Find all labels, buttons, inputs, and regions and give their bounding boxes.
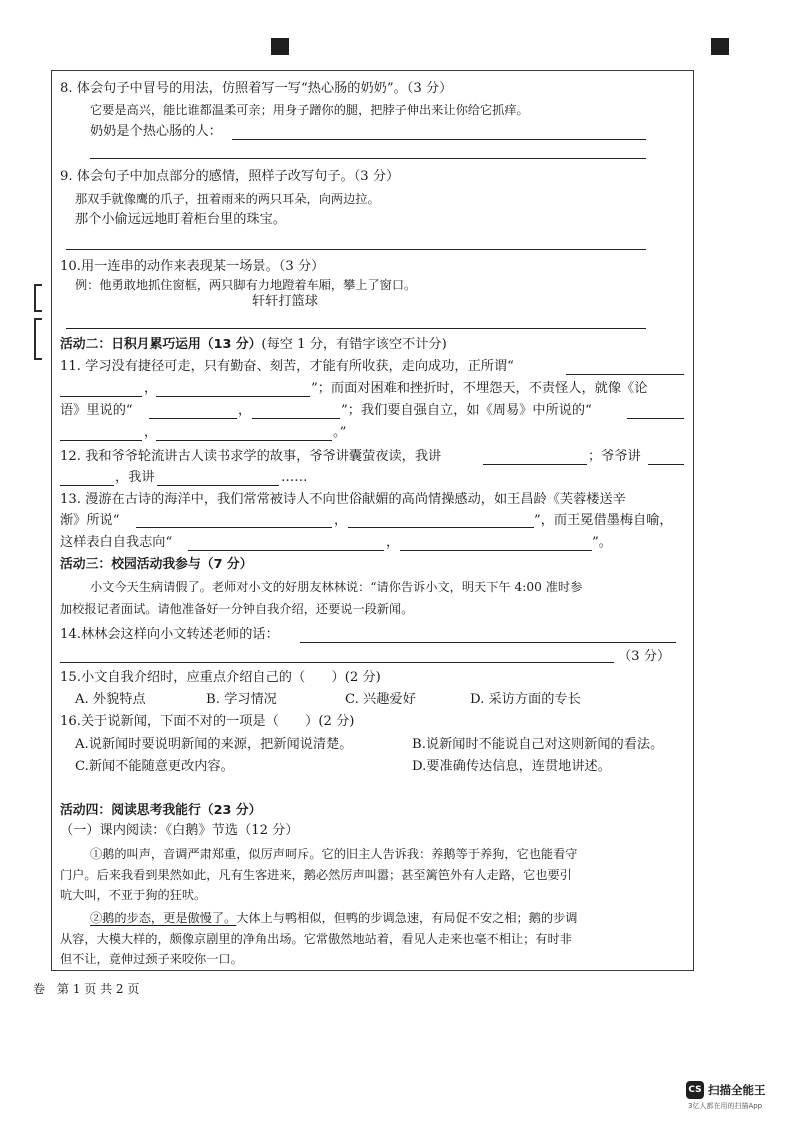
q12-line1: 12. 我和爷爷轮流讲古人读书求学的故事，爷爷讲囊萤夜读，我讲 <box>60 449 442 464</box>
passage-p2-line1 <box>90 909 578 927</box>
passage-p1-line1: ①鹅的叫声，音调严肃郑重，似厉声呵斥。它的旧主人告诉我：养鹅等于养狗，它也能看守 <box>90 847 578 861</box>
q11-line1: 11. 学习没有捷径可走，只有勤奋、刻苦，才能有所收获，走向成功，正所谓“ <box>60 359 514 374</box>
q16-prompt: 16.关于说新闻，下面不对的一项是（ ）(2 分) <box>60 714 355 729</box>
q15-option-c[interactable]: C. 兴趣爱好 <box>345 692 416 707</box>
q8-prompt: 8. 体会句子中冒号的用法，仿照着写一写“热心肠的奶奶”。（3 分） <box>60 81 453 96</box>
q11-line4-end: 。” <box>333 425 347 440</box>
q13-blank-4[interactable] <box>400 550 592 551</box>
activity2-title: 活动二：日积月累巧运用（13 分） <box>60 337 262 352</box>
q15-option-b[interactable]: B. 学习情况 <box>206 692 277 707</box>
q11-blank-6[interactable] <box>627 418 684 419</box>
q8-example: 它要是高兴，能比谁都温柔可亲；用身子蹭你的腿，把脖子伸出来让你给它抓痒。 <box>90 103 529 117</box>
passage-p2-line1-rest: 大体上与鸭相似，但鸭的步调急速，有局促不安之相；鹅的步调 <box>236 911 578 925</box>
q13-line3-start: 这样表白自我志向“ <box>60 535 173 550</box>
passage-p2-underlined-sentence: ②鹅的步态，更是傲慢了。 <box>90 911 237 925</box>
q9-stem: 那个小偷远远地盯着柜台里的珠宝。 <box>75 212 286 227</box>
q11-sep-3: ， <box>144 425 158 440</box>
registration-marker-left <box>271 38 289 55</box>
activity2-heading <box>60 336 447 354</box>
q12-line2: ，我讲 <box>115 470 155 485</box>
binding-bracket-bottom <box>34 318 42 360</box>
passage-p1-line3: 吭大叫，不亚于狗的狂吠。 <box>60 888 207 902</box>
q13-line3-end: ”。 <box>592 535 612 550</box>
q14-answer-line-2[interactable] <box>60 662 614 663</box>
scanner-app-name: 扫描全能王 <box>708 1083 766 1097</box>
q13-blank-1[interactable] <box>136 527 332 528</box>
activity3-title: 活动三：校园活动我参与（7 分） <box>60 557 253 572</box>
q13-sep-2: ， <box>386 535 400 550</box>
q8-answer-line-1[interactable] <box>232 139 646 140</box>
q11-line3-start: 语》里说的“ <box>60 403 133 418</box>
q11-blank-7[interactable] <box>60 440 142 441</box>
q10-prompt: 10.用一连串的动作来表现某一场景。（3 分） <box>60 259 325 274</box>
q11-blank-4[interactable] <box>149 418 237 419</box>
q15-option-a[interactable]: A. 外貌特点 <box>75 692 146 707</box>
passage-p2-line3: 但不让，竟伸过颈子来咬你一口。 <box>60 952 243 966</box>
activity4-subsection: （一）课内阅读：《白鹅》节选（12 分） <box>60 823 299 838</box>
q13-blank-2[interactable] <box>348 527 534 528</box>
activity3-para-line1: 小文今天生病请假了。老师对小文的好朋友林林说：“请你告诉小文，明天下午 4:00 准时参 <box>90 580 583 594</box>
q15-prompt: 15.小文自我介绍时，应重点介绍自己的（ ）(2 分) <box>60 670 381 685</box>
page-footer: 卷 第 1 页 共 2 页 <box>33 982 140 996</box>
q12-blank-1[interactable] <box>483 464 587 465</box>
scanner-logo-icon: CS <box>686 1081 704 1099</box>
q11-blank-2[interactable] <box>60 396 142 397</box>
binding-bracket-top <box>34 284 42 312</box>
activity4-title: 活动四：阅读思考我能行（23 分） <box>60 803 262 818</box>
q14-score: （3 分） <box>618 649 671 664</box>
q10-answer-line[interactable] <box>66 328 646 329</box>
registration-marker-right <box>711 38 729 55</box>
q8-stem: 奶奶是个热心肠的人： <box>90 124 222 139</box>
q9-prompt: 9. 体会句子中加点部分的感情，照样子改写句子。（3 分） <box>60 169 400 184</box>
q16-option-b[interactable]: B.说新闻时不能说自己对这则新闻的看法。 <box>412 737 664 752</box>
activity3-para-line2: 加校报记者面试。请他准备好一分钟自我介绍，还要说一段新闻。 <box>60 602 414 616</box>
q11-sep-2: ， <box>238 403 252 418</box>
q9-answer-line[interactable] <box>66 249 646 250</box>
q12-line2-end: …… <box>281 470 308 485</box>
q11-line2: ”；而面对困难和挫折时，不埋怨天，不责怪人，就像《论 <box>311 381 648 396</box>
q8-answer-line-2[interactable] <box>90 158 646 159</box>
q11-line3-end: ”；我们要自强自立，如《周易》中所说的“ <box>341 403 592 418</box>
q11-blank-8[interactable] <box>156 440 332 441</box>
q16-option-a[interactable]: A.说新闻时要说明新闻的来源，把新闻说清楚。 <box>75 737 353 752</box>
q13-blank-3[interactable] <box>188 550 384 551</box>
q13-line2-start: 渐》所说“ <box>60 513 120 528</box>
q11-blank-5[interactable] <box>252 418 340 419</box>
q10-topic: 轩轩打篮球 <box>252 294 318 309</box>
q16-option-c[interactable]: C.新闻不能随意更改内容。 <box>75 759 234 774</box>
q14-prompt: 14.林林会这样向小文转述老师的话： <box>60 627 279 642</box>
passage-p1-line2: 门户。后来我看到果然如此，凡有生客进来，鹅必然厉声叫嚣；甚至篱笆外有人走路，它也要引 <box>60 868 572 882</box>
activity2-note: (每空 1 分，有错字该空不计分) <box>261 337 447 352</box>
q11-blank-1[interactable] <box>566 374 684 375</box>
q11-blank-3[interactable] <box>156 396 310 397</box>
q12-blank-3[interactable] <box>60 485 114 486</box>
scanner-slogan: 3亿人都在用的扫描App <box>688 1102 763 1110</box>
q9-example: 那双手就像鹰的爪子，扭着雨来的两只耳朵，向两边拉。 <box>75 192 380 206</box>
q13-sep-1: ， <box>334 513 348 528</box>
q13-line2-end: ”，而王冕借墨梅自喻， <box>534 513 673 528</box>
q10-example: 例：他勇敢地抓住窗框，两只脚有力地蹬着车厢，攀上了窗口。 <box>75 278 417 292</box>
q11-sep-1: ， <box>144 381 158 396</box>
passage-p2-line2: 从容，大模大样的，颇像京剧里的净角出场。它常傲然地站着，看见人走来也毫不相让；有时非 <box>60 932 572 946</box>
q12-blank-4[interactable] <box>157 485 279 486</box>
q15-option-d[interactable]: D. 采访方面的专长 <box>470 692 581 707</box>
q16-option-d[interactable]: D.要准确传达信息，连贯地讲述。 <box>412 759 611 774</box>
q12-line1-end: ；爷爷讲 <box>588 449 641 464</box>
q13-line1: 13. 漫游在古诗的海洋中，我们常常被诗人不向世俗献媚的高尚情操感动，如王昌龄《芙蓉楼送辛 <box>60 492 626 507</box>
q12-blank-2[interactable] <box>648 464 684 465</box>
q14-answer-line-1[interactable] <box>300 642 676 643</box>
